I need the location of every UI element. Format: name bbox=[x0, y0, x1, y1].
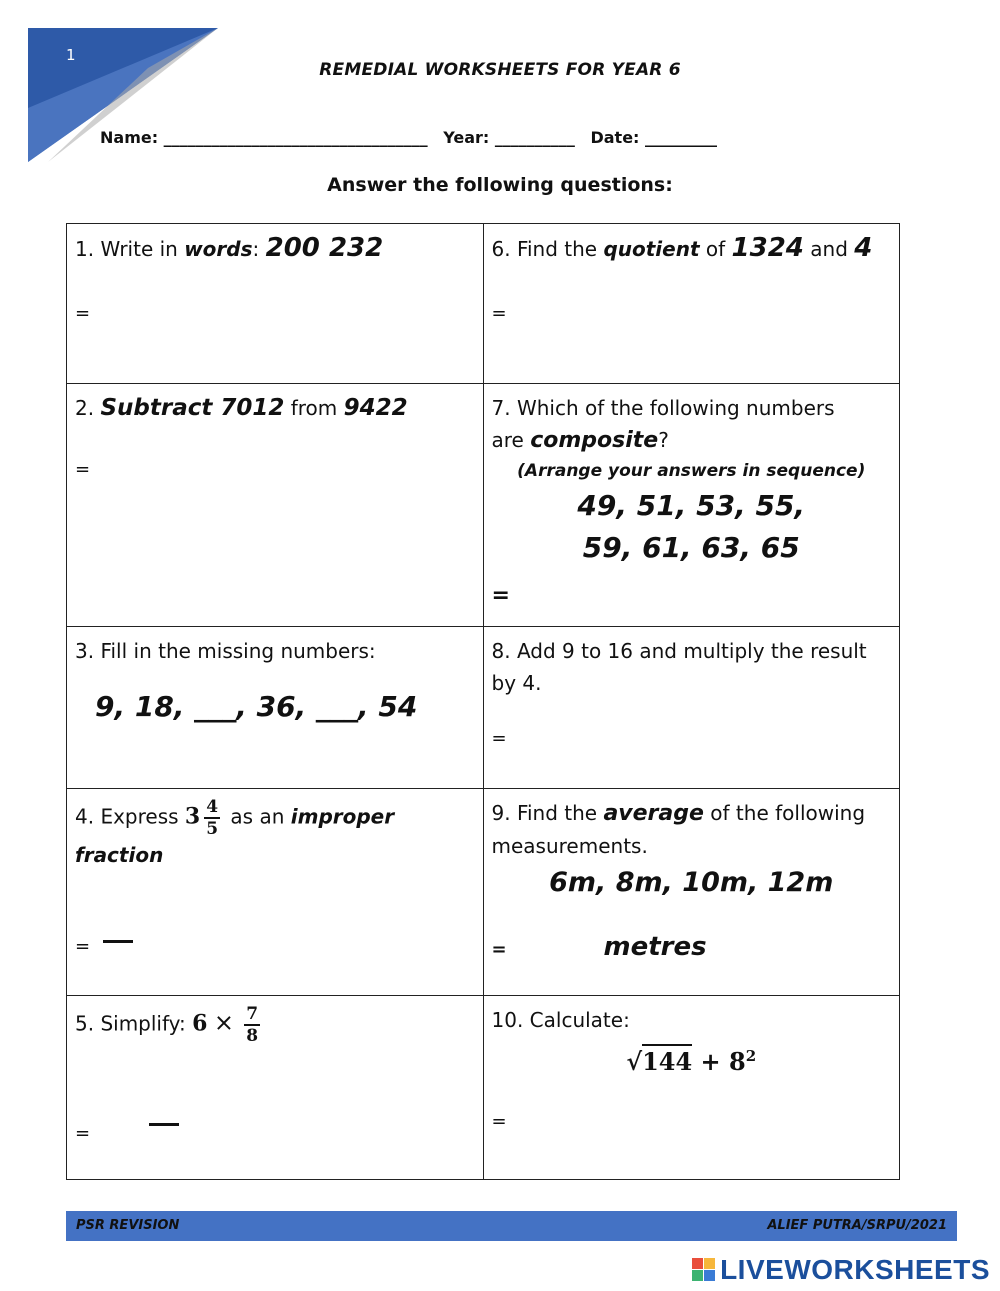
answer-4[interactable]: = bbox=[75, 936, 91, 957]
instructions: Answer the following questions: bbox=[327, 174, 673, 196]
question-3: 3. Fill in the missing numbers: 9, 18, ___, 36, ___, 54 bbox=[67, 627, 484, 789]
answer-6[interactable]: = bbox=[491, 303, 507, 324]
date-field[interactable]: Date: _________ bbox=[590, 128, 718, 147]
fraction-bar bbox=[149, 1123, 179, 1126]
page-number: 1 bbox=[66, 46, 76, 64]
year-field[interactable]: Year: __________ bbox=[443, 128, 575, 147]
answer-8[interactable]: = bbox=[491, 728, 507, 749]
answer-7[interactable]: = bbox=[491, 583, 510, 608]
brand-name: LIVEWORKSHEETS bbox=[720, 1254, 990, 1285]
question-7: 7. Which of the following numbers are composite? (Arrange your answers in sequence) 49, 51, 53, 55, 59, 61, 63, 65 = bbox=[483, 384, 900, 627]
question-4: 4. Express 3 $\frac{4}{5}$ as an improper fraction = bbox=[67, 789, 484, 996]
answer-5[interactable]: = bbox=[75, 1123, 91, 1144]
answer-9[interactable]: = bbox=[491, 939, 507, 960]
answer-10[interactable]: = bbox=[491, 1111, 507, 1132]
name-field[interactable]: Name: _________________________________ bbox=[100, 128, 428, 147]
question-6: 6. Find the quotient of 1324 and 4 = bbox=[483, 224, 900, 384]
footer-right: ALIEF PUTRA/SRPU/2021 bbox=[767, 1218, 947, 1233]
math-expression: $√144 + 8^2$ bbox=[492, 1040, 892, 1078]
info-line bbox=[100, 128, 727, 147]
fraction: $\frac{4}{5}$ bbox=[206, 797, 219, 839]
fraction: $\frac{7}{8}$ bbox=[246, 1004, 259, 1046]
question-9: 9. Find the average of the following measurements. 6m, 8m, 10m, 12m = metres bbox=[483, 789, 900, 996]
answer-2[interactable]: = bbox=[75, 459, 91, 480]
question-2: 2. Subtract 7012 from 9422 = bbox=[67, 384, 484, 627]
question-8: 8. Add 9 to 16 and multiply the result by 4. = bbox=[483, 627, 900, 789]
number-sequence[interactable]: 9, 18, ___, 36, ___, 54 bbox=[95, 690, 418, 723]
footer-left: PSR REVISION bbox=[76, 1218, 180, 1233]
page-title: REMEDIAL WORKSHEETS FOR YEAR 6 bbox=[319, 60, 681, 80]
question-grid bbox=[66, 223, 900, 1180]
answer-1[interactable]: = bbox=[75, 303, 91, 324]
question-5: 5. Simplify: 6 × $\frac{7}{8}$ = bbox=[67, 996, 484, 1180]
question-10: 10. Calculate: $√144 + 8^2$ = bbox=[483, 996, 900, 1180]
brand bbox=[692, 1254, 990, 1286]
liveworksheets-logo-icon bbox=[692, 1258, 716, 1282]
footer-bar bbox=[66, 1211, 957, 1241]
question-1: 1. Write in words: 200 232 = bbox=[67, 224, 484, 384]
number-to-write: 200 232 bbox=[265, 233, 384, 263]
fraction-bar bbox=[103, 940, 133, 943]
